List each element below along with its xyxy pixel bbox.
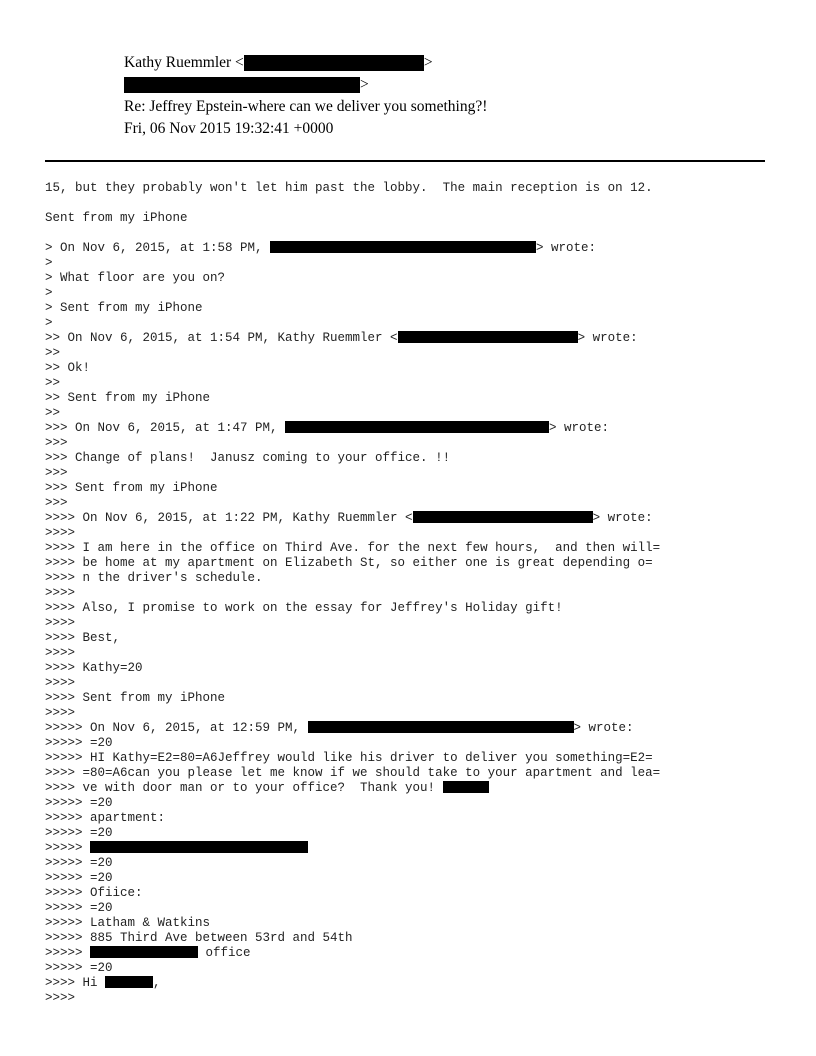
email-body-line (45, 931, 785, 946)
email-body-line (45, 226, 785, 241)
email-body-line (45, 856, 785, 871)
line-text: >>>>> (45, 841, 91, 855)
email-body-line (45, 751, 785, 766)
line-text: >>> (45, 466, 68, 480)
redaction-box (398, 331, 578, 343)
redaction-box (105, 976, 153, 988)
line-text-after: , (153, 976, 161, 990)
line-text-after: > wrote: (573, 721, 634, 735)
line-text: > On Nov 6, 2015, at 1:58 PM, (45, 241, 271, 255)
line-text: >>>> ve with door man or to your office? Thank you! (45, 781, 443, 795)
line-text: >>>> Best, (45, 631, 121, 645)
line-text-after: > wrote: (536, 241, 597, 255)
redaction-box (413, 511, 593, 523)
line-text: > What floor are you on? (45, 271, 226, 285)
line-text: >>>>> apartment: (45, 811, 166, 825)
email-body-line (45, 196, 785, 211)
email-body-line (45, 406, 785, 421)
redaction-box (90, 841, 308, 853)
line-text: >> (45, 406, 61, 420)
line-text: > (45, 316, 53, 330)
email-body-line (45, 841, 785, 856)
email-body (45, 181, 785, 1006)
redaction-box (443, 781, 489, 793)
line-text: >> On Nov 6, 2015, at 1:54 PM, Kathy Ruemmler < (45, 331, 398, 345)
email-body-line (45, 436, 785, 451)
line-text-after: > wrote: (549, 421, 610, 435)
line-text: >>>> Kathy=20 (45, 661, 143, 675)
redaction-box (244, 55, 424, 71)
email-body-line (45, 346, 785, 361)
line-text: >>>>> Latham & Watkins (45, 916, 211, 930)
line-text: >>> (45, 436, 68, 450)
email-body-line (45, 661, 785, 676)
line-text: >>>>> =20 (45, 826, 113, 840)
email-body-line (45, 361, 785, 376)
email-body-line (45, 691, 785, 706)
from-name: Kathy Ruemmler < (124, 54, 244, 71)
email-body-line (45, 991, 785, 1006)
email-body-line (45, 871, 785, 886)
line-text: >>>>> =20 (45, 856, 113, 870)
email-body-line (45, 766, 785, 781)
email-body-line (45, 181, 785, 196)
line-text: 15, but they probably won't let him past the lobby. The main reception is on 12. (45, 181, 653, 195)
email-body-line (45, 946, 785, 961)
to-close: > (360, 76, 369, 93)
email-body-line (45, 676, 785, 691)
email-body-line (45, 331, 785, 346)
line-text: >>>> =80=A6can you please let me know if we should take to your apartment and lea= (45, 766, 661, 780)
line-text: >>>>> (45, 946, 91, 960)
email-body-line (45, 421, 785, 436)
line-text: > (45, 256, 53, 270)
line-text: Sent from my iPhone (45, 211, 188, 225)
email-body-line (45, 496, 785, 511)
line-text: >>>>> =20 (45, 736, 113, 750)
email-body-line (45, 811, 785, 826)
line-text: >>>> On Nov 6, 2015, at 1:22 PM, Kathy Ruemmler < (45, 511, 413, 525)
email-body-line (45, 241, 785, 256)
line-text-after: office (198, 946, 251, 960)
subject-value: Re: Jeffrey Epstein-where can we deliver you something?! (124, 98, 488, 115)
email-body-line (45, 781, 785, 796)
email-body-line (45, 541, 785, 556)
line-text: >>>> Also, I promise to work on the essay for Jeffrey's Holiday gift! (45, 601, 563, 615)
line-text-after: > wrote: (577, 331, 638, 345)
line-text: >> Ok! (45, 361, 91, 375)
email-body-line (45, 286, 785, 301)
line-text: >>> Sent from my iPhone (45, 481, 218, 495)
line-text: >>>> (45, 706, 76, 720)
email-body-line (45, 211, 785, 226)
line-text: >>>> (45, 586, 76, 600)
line-text: >>>> n the driver's schedule. (45, 571, 263, 585)
email-body-line (45, 601, 785, 616)
line-text: >>>> (45, 676, 76, 690)
from-close: > (423, 54, 433, 71)
email-body-line (45, 736, 785, 751)
email-body-line (45, 631, 785, 646)
email-body-line (45, 466, 785, 481)
email-body-line (45, 886, 785, 901)
line-text: >>>> (45, 526, 76, 540)
email-body-line (45, 916, 785, 931)
date-value: Fri, 06 Nov 2015 19:32:41 +0000 (124, 120, 334, 137)
email-body-line (45, 271, 785, 286)
line-text: >> (45, 376, 61, 390)
email-body-line (45, 796, 785, 811)
email-body-line (45, 706, 785, 721)
header-divider (45, 160, 765, 162)
email-body-line (45, 571, 785, 586)
line-text: >>> (45, 496, 68, 510)
line-text: >>>> (45, 616, 76, 630)
email-body-line (45, 316, 785, 331)
email-body-line (45, 826, 785, 841)
email-body-line (45, 556, 785, 571)
redaction-box (90, 946, 198, 958)
email-body-line (45, 511, 785, 526)
line-text: >>>>> 885 Third Ave between 53rd and 54th (45, 931, 353, 945)
line-text: >>>>> =20 (45, 961, 113, 975)
email-body-line (45, 376, 785, 391)
redaction-box (285, 421, 549, 433)
to-value (124, 74, 369, 96)
email-body-line (45, 976, 785, 991)
email-body-line (45, 586, 785, 601)
line-text: >>>> Hi (45, 976, 106, 990)
line-text: > (45, 286, 53, 300)
email-body-line (45, 616, 785, 631)
line-text: >>>> (45, 646, 76, 660)
email-body-line (45, 391, 785, 406)
line-text: >>>>> =20 (45, 796, 113, 810)
line-text: >>>> be home at my apartment on Elizabeth St, so either one is great depending o= (45, 556, 653, 570)
redaction-box (270, 241, 536, 253)
line-text-after: > wrote: (592, 511, 653, 525)
email-body-line (45, 526, 785, 541)
email-body-line (45, 646, 785, 661)
email-body-line (45, 256, 785, 271)
line-text: >>>> (45, 991, 76, 1005)
email-body-line (45, 451, 785, 466)
line-text: >>>>> Ofiice: (45, 886, 143, 900)
email-body-line (45, 721, 785, 736)
email-body-line (45, 301, 785, 316)
from-value (124, 52, 433, 74)
redaction-box (124, 77, 360, 93)
email-body-line (45, 961, 785, 976)
line-text: >>>>> HI Kathy=E2=80=A6Jeffrey would like his driver to deliver you something=E2= (45, 751, 653, 765)
email-body-line (45, 481, 785, 496)
email-body-line (45, 901, 785, 916)
line-text: >>> On Nov 6, 2015, at 1:47 PM, (45, 421, 286, 435)
redaction-box (308, 721, 574, 733)
line-text: > Sent from my iPhone (45, 301, 203, 315)
line-text: >>>> Sent from my iPhone (45, 691, 226, 705)
line-text: >> (45, 346, 61, 360)
line-text: >>> Change of plans! Janusz coming to your office. !! (45, 451, 451, 465)
line-text: >>>> I am here in the office on Third Ave. for the next few hours, and then will= (45, 541, 661, 555)
line-text: >>>>> On Nov 6, 2015, at 12:59 PM, (45, 721, 308, 735)
line-text: >>>>> =20 (45, 871, 113, 885)
line-text: >>>>> =20 (45, 901, 113, 915)
line-text: >> Sent from my iPhone (45, 391, 211, 405)
